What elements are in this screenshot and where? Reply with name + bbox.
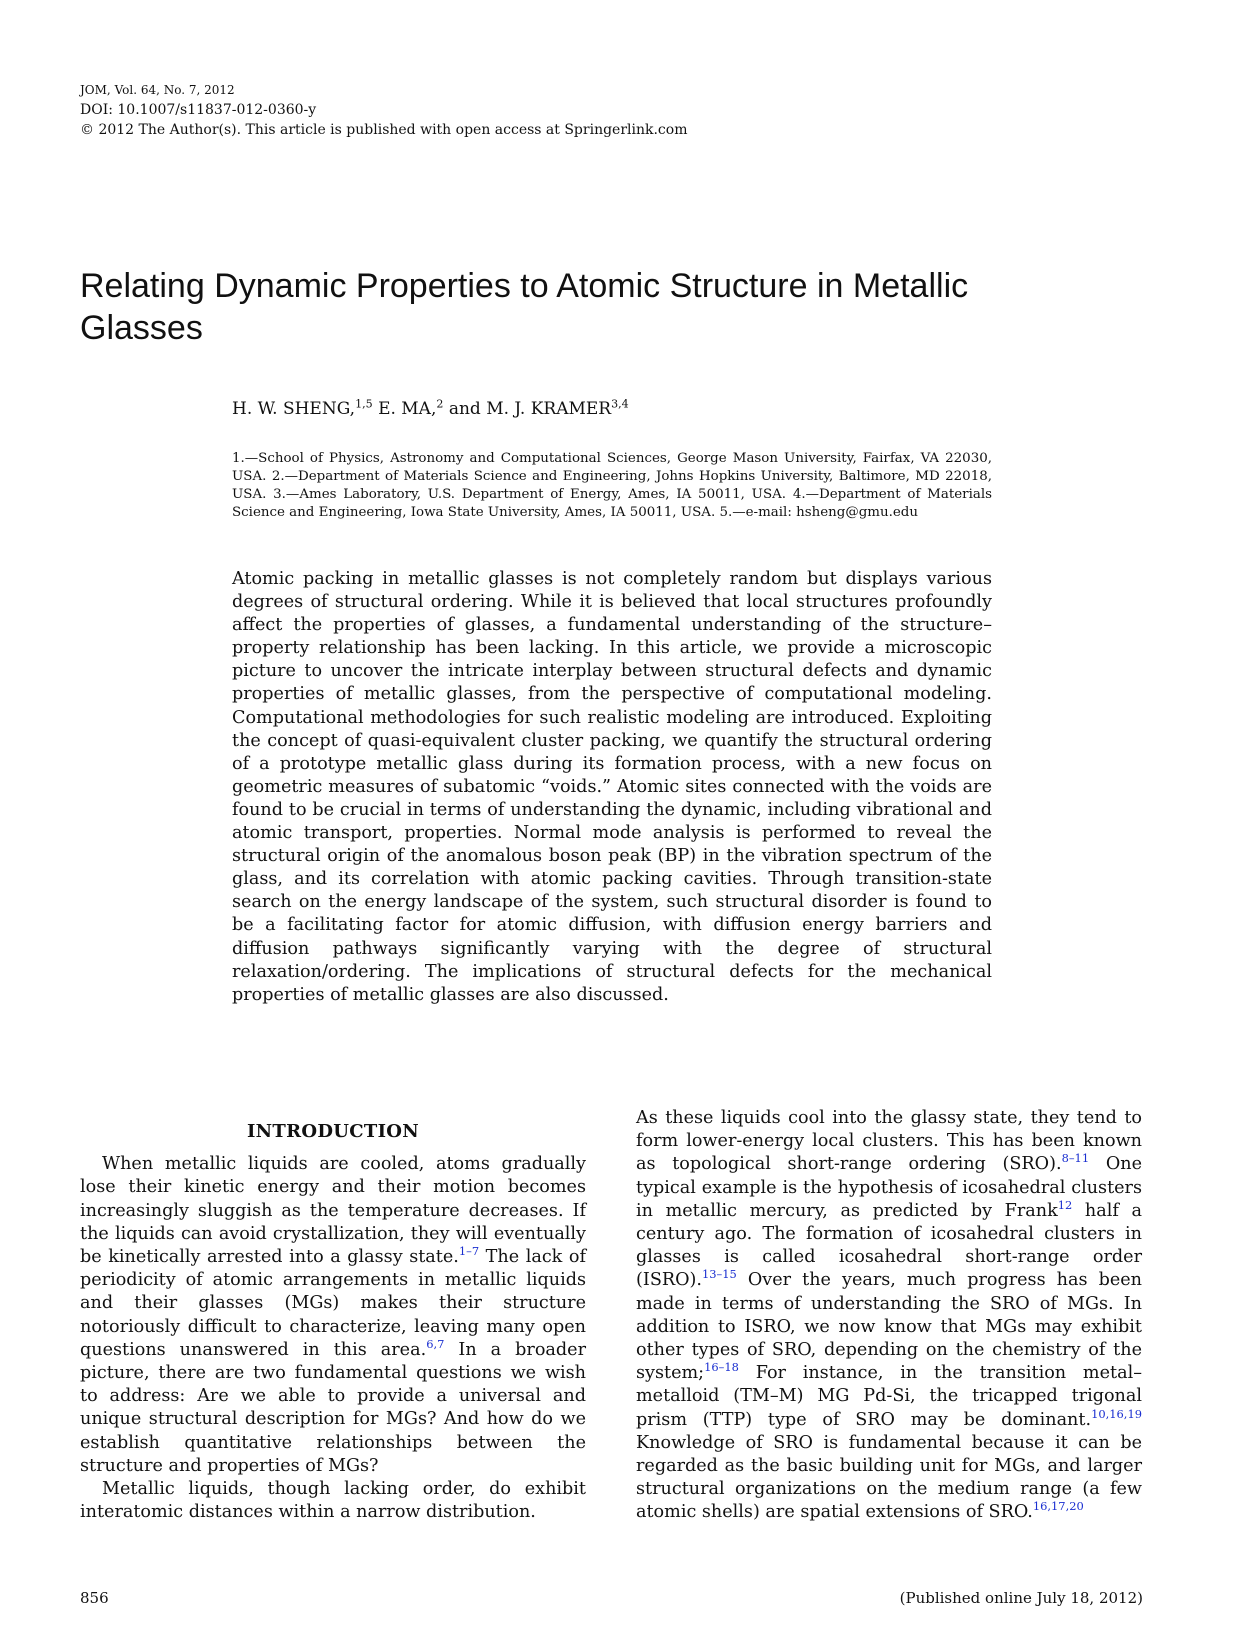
author-connector: and [448, 399, 481, 419]
doi[interactable]: DOI: 10.1007/s11837-012-0360-y [80, 102, 317, 118]
citation-link[interactable]: 16,17,20 [1032, 1499, 1084, 1514]
affiliations: 1.—School of Physics, Astronomy and Computational Sciences, George Mason University, Fairfax, VA 22030, USA. 2.—Department of Materials Science and Engineering, Johns Hopkins University, Baltimore, MD 22018, USA. 3.—Ames Laboratory, U.S. Department of Energy, Ames, IA 50011, USA. 4.—Department of Materials Science and Engineering, Iowa State University, Ames, IA 50011, USA. 5.—e-mail: hsheng@gmu.edu [232, 451, 992, 520]
author-name: E. MA, [378, 399, 437, 419]
article-title: Relating Dynamic Properties to Atomic Structure in Metallic Glasses [80, 267, 969, 347]
paragraph-text: half a century ago. The formation of icosahedral clusters in glasses is called icosahedral short-range order (ISRO). [636, 1200, 1142, 1291]
author-affiliation-mark: 3,4 [611, 397, 629, 411]
copyright-notice: © 2012 The Author(s). This article is published with open access at Springerlink.com [80, 122, 688, 138]
author-name: M. J. KRAMER [486, 399, 612, 419]
body-paragraph [636, 1107, 1142, 1525]
citation-link[interactable]: 13–15 [702, 1267, 737, 1282]
paragraph-text: One typical example is the hypothesis of icosahedral clusters in metallic mercury, as predicted by Frank [636, 1154, 1142, 1221]
citation-link[interactable]: 8–11 [1061, 1151, 1090, 1166]
author-affiliation-mark: 1,5 [355, 397, 373, 411]
citation-link[interactable]: 1–7 [458, 1244, 480, 1259]
body-paragraph [80, 1153, 586, 1478]
paragraph-text: Over the years, much progress has been made in terms of understanding the SRO of MGs. In addition to ISRO, we now know that MGs may exhibit other types of SRO, depending on the chemistry of the system; [636, 1270, 1142, 1384]
paragraph-text: When metallic liquids are cooled, atoms gradually lose their kinetic energy and their motion becomes increasingly sluggish as the temperature decreases. If the liquids can avoid crystallization, they will eventually be kinetically arrested into a glassy state. [80, 1154, 586, 1268]
citation-link[interactable]: 12 [1057, 1197, 1073, 1212]
paragraph-text: For instance, in the transition metal–metalloid (TM–M) MG Pd-Si, the tricapped trigonal prism (TTP) type of SRO may be dominant. [636, 1363, 1142, 1430]
section-heading: INTRODUCTION [246, 1121, 420, 1142]
citation-link[interactable]: 6,7 [426, 1336, 445, 1351]
journal-info: JOM, Vol. 64, No. 7, 2012 [80, 83, 235, 97]
body-paragraph: Metallic liquids, though lacking order, do exhibit interatomic distances within a narrow distribution. [80, 1479, 586, 1523]
paragraph-text: As these liquids cool into the glassy state, they tend to form lower-energy local clusters. This has been known as topological short-range ordering (SRO). [636, 1108, 1142, 1175]
citation-link[interactable]: 10,16,19 [1091, 1406, 1142, 1421]
publication-date: (Published online July 18, 2012) [899, 1589, 1143, 1607]
paragraph-text: Knowledge of SRO is fundamental because it can be regarded as the basic building unit for MGs, and larger structural organizations on the medium range (a few atomic shells) are spatial extensions of SRO. [636, 1432, 1142, 1523]
author-affiliation-mark: 2 [436, 397, 444, 411]
article-header [80, 80, 687, 140]
paragraph-text: In a broader picture, there are two fundamental questions we wish to address: Are we able to provide a universal and unique structural description for MGs? And how do we establish quantitative relationships between the structure and properties of MGs? [80, 1339, 587, 1476]
citation-link[interactable]: 16–18 [704, 1360, 739, 1375]
page-number: 856 [80, 1589, 109, 1607]
author-list [232, 399, 629, 419]
right-column [636, 1107, 1142, 1525]
author-name: H. W. SHENG, [232, 399, 356, 419]
paragraph-text: The lack of periodicity of atomic arrangements in metallic liquids and their glasses (MGs) makes their structure notoriously difficult to characterize, leaving many open questions unanswered in this area. [80, 1247, 586, 1360]
left-column [80, 1112, 586, 1524]
abstract: Atomic packing in metallic glasses is not completely random but displays various degrees of structural ordering. While it is believed that local structures profoundly affect the properties of glasses, a fundamental understanding of the structure–property relationship has been lacking. In this article, we provide a microscopic picture to uncover the intricate interplay between structural defects and dynamic properties of metallic glasses, from the perspective of computational modeling. Computational methodologies for such realistic modeling are introduced. Exploiting the concept of quasi-equivalent cluster packing, we quantify the structural ordering of a prototype metallic glass during its formation process, with a new focus on geometric measures of subatomic “voids.” Atomic sites connected with the voids are found to be crucial in terms of understanding the dynamic, including vibrational and atomic transport, properties. Normal mode analysis is performed to reveal the structural origin of the anomalous boson peak (BP) in the vibration spectrum of the glass, and its correlation with atomic packing cavities. Through transition-state search on the energy landscape of the system, such structural disorder is found to be a facilitating factor for atomic diffusion, with diffusion energy barriers and diffusion pathways significantly varying with the degree of structural relaxation/ordering. The implications of structural defects for the mechanical properties of metallic glasses are also discussed. [232, 569, 992, 1005]
